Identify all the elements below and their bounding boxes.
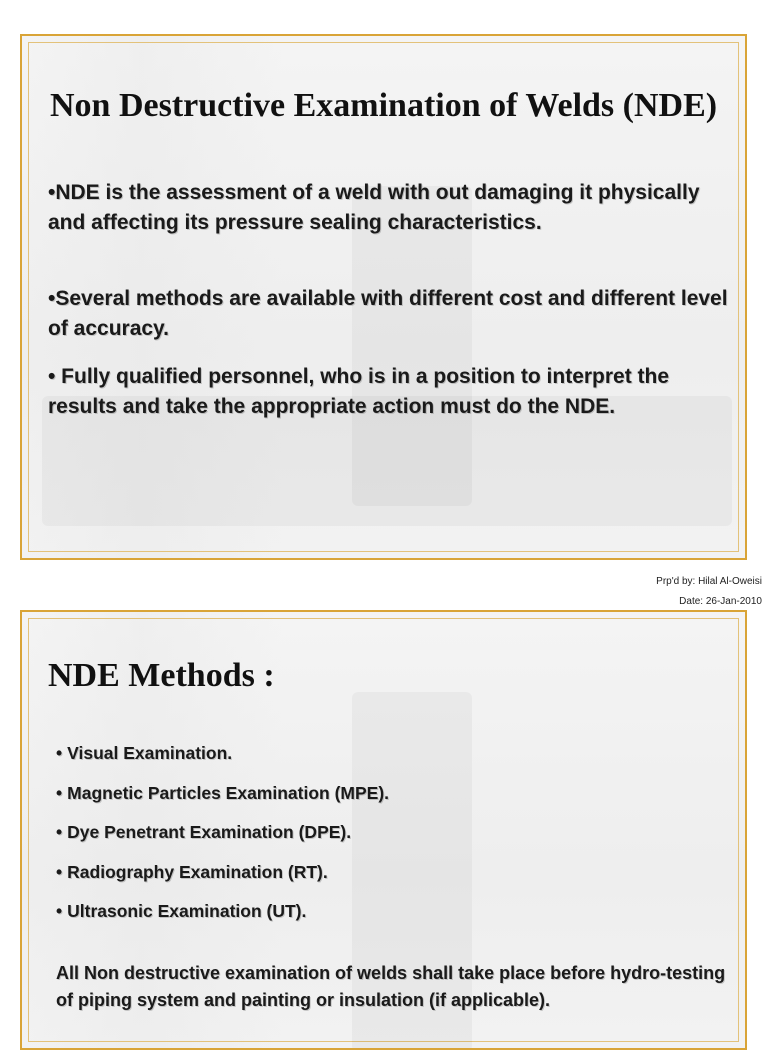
list-item bbox=[56, 819, 389, 859]
footer-prepared-by: Prp'd by: Hilal Al-Oweisi bbox=[656, 576, 762, 587]
footer-date: Date: 26-Jan-2010 bbox=[679, 596, 762, 607]
method-label: Ultrasonic Examination (UT). bbox=[67, 901, 307, 921]
method-label: Magnetic Particles Examination (MPE). bbox=[67, 782, 390, 803]
paragraph-definition: •NDE is the assessment of a weld with out damaging it physically and affecting its pressure sealing characteristics. bbox=[48, 181, 700, 234]
list-item bbox=[56, 859, 389, 899]
method-label: Visual Examination. bbox=[67, 743, 233, 763]
list-item bbox=[56, 898, 389, 938]
slide-nde-methods bbox=[20, 610, 747, 1050]
bullet-icon: • bbox=[56, 901, 63, 921]
method-label: Radiography Examination (RT). bbox=[67, 861, 328, 882]
bullet-icon: • bbox=[56, 861, 63, 882]
slide-title: NDE Methods : bbox=[48, 657, 275, 694]
bullet-icon: • bbox=[56, 743, 63, 763]
list-item bbox=[56, 740, 389, 780]
list-item bbox=[56, 780, 389, 820]
note-paragraph: All Non destructive examination of welds shall take place before hydro-testing of piping system and painting or insulation (if applicable). bbox=[56, 963, 726, 1010]
bullet-icon: • bbox=[56, 822, 63, 842]
slide-nde-overview bbox=[20, 34, 747, 560]
slide-title: Non Destructive Examination of Welds (NDE) bbox=[50, 87, 718, 124]
methods-list bbox=[56, 740, 389, 938]
paragraph-methods-cost: •Several methods are available with different cost and different level of accuracy. bbox=[48, 287, 728, 340]
bullet-icon: • bbox=[56, 782, 63, 803]
paragraph-qualified-personnel: • Fully qualified personnel, who is in a position to interpret the results and take the appropriate action must do the NDE. bbox=[48, 365, 670, 418]
method-label: Dye Penetrant Examination (DPE). bbox=[67, 822, 352, 842]
